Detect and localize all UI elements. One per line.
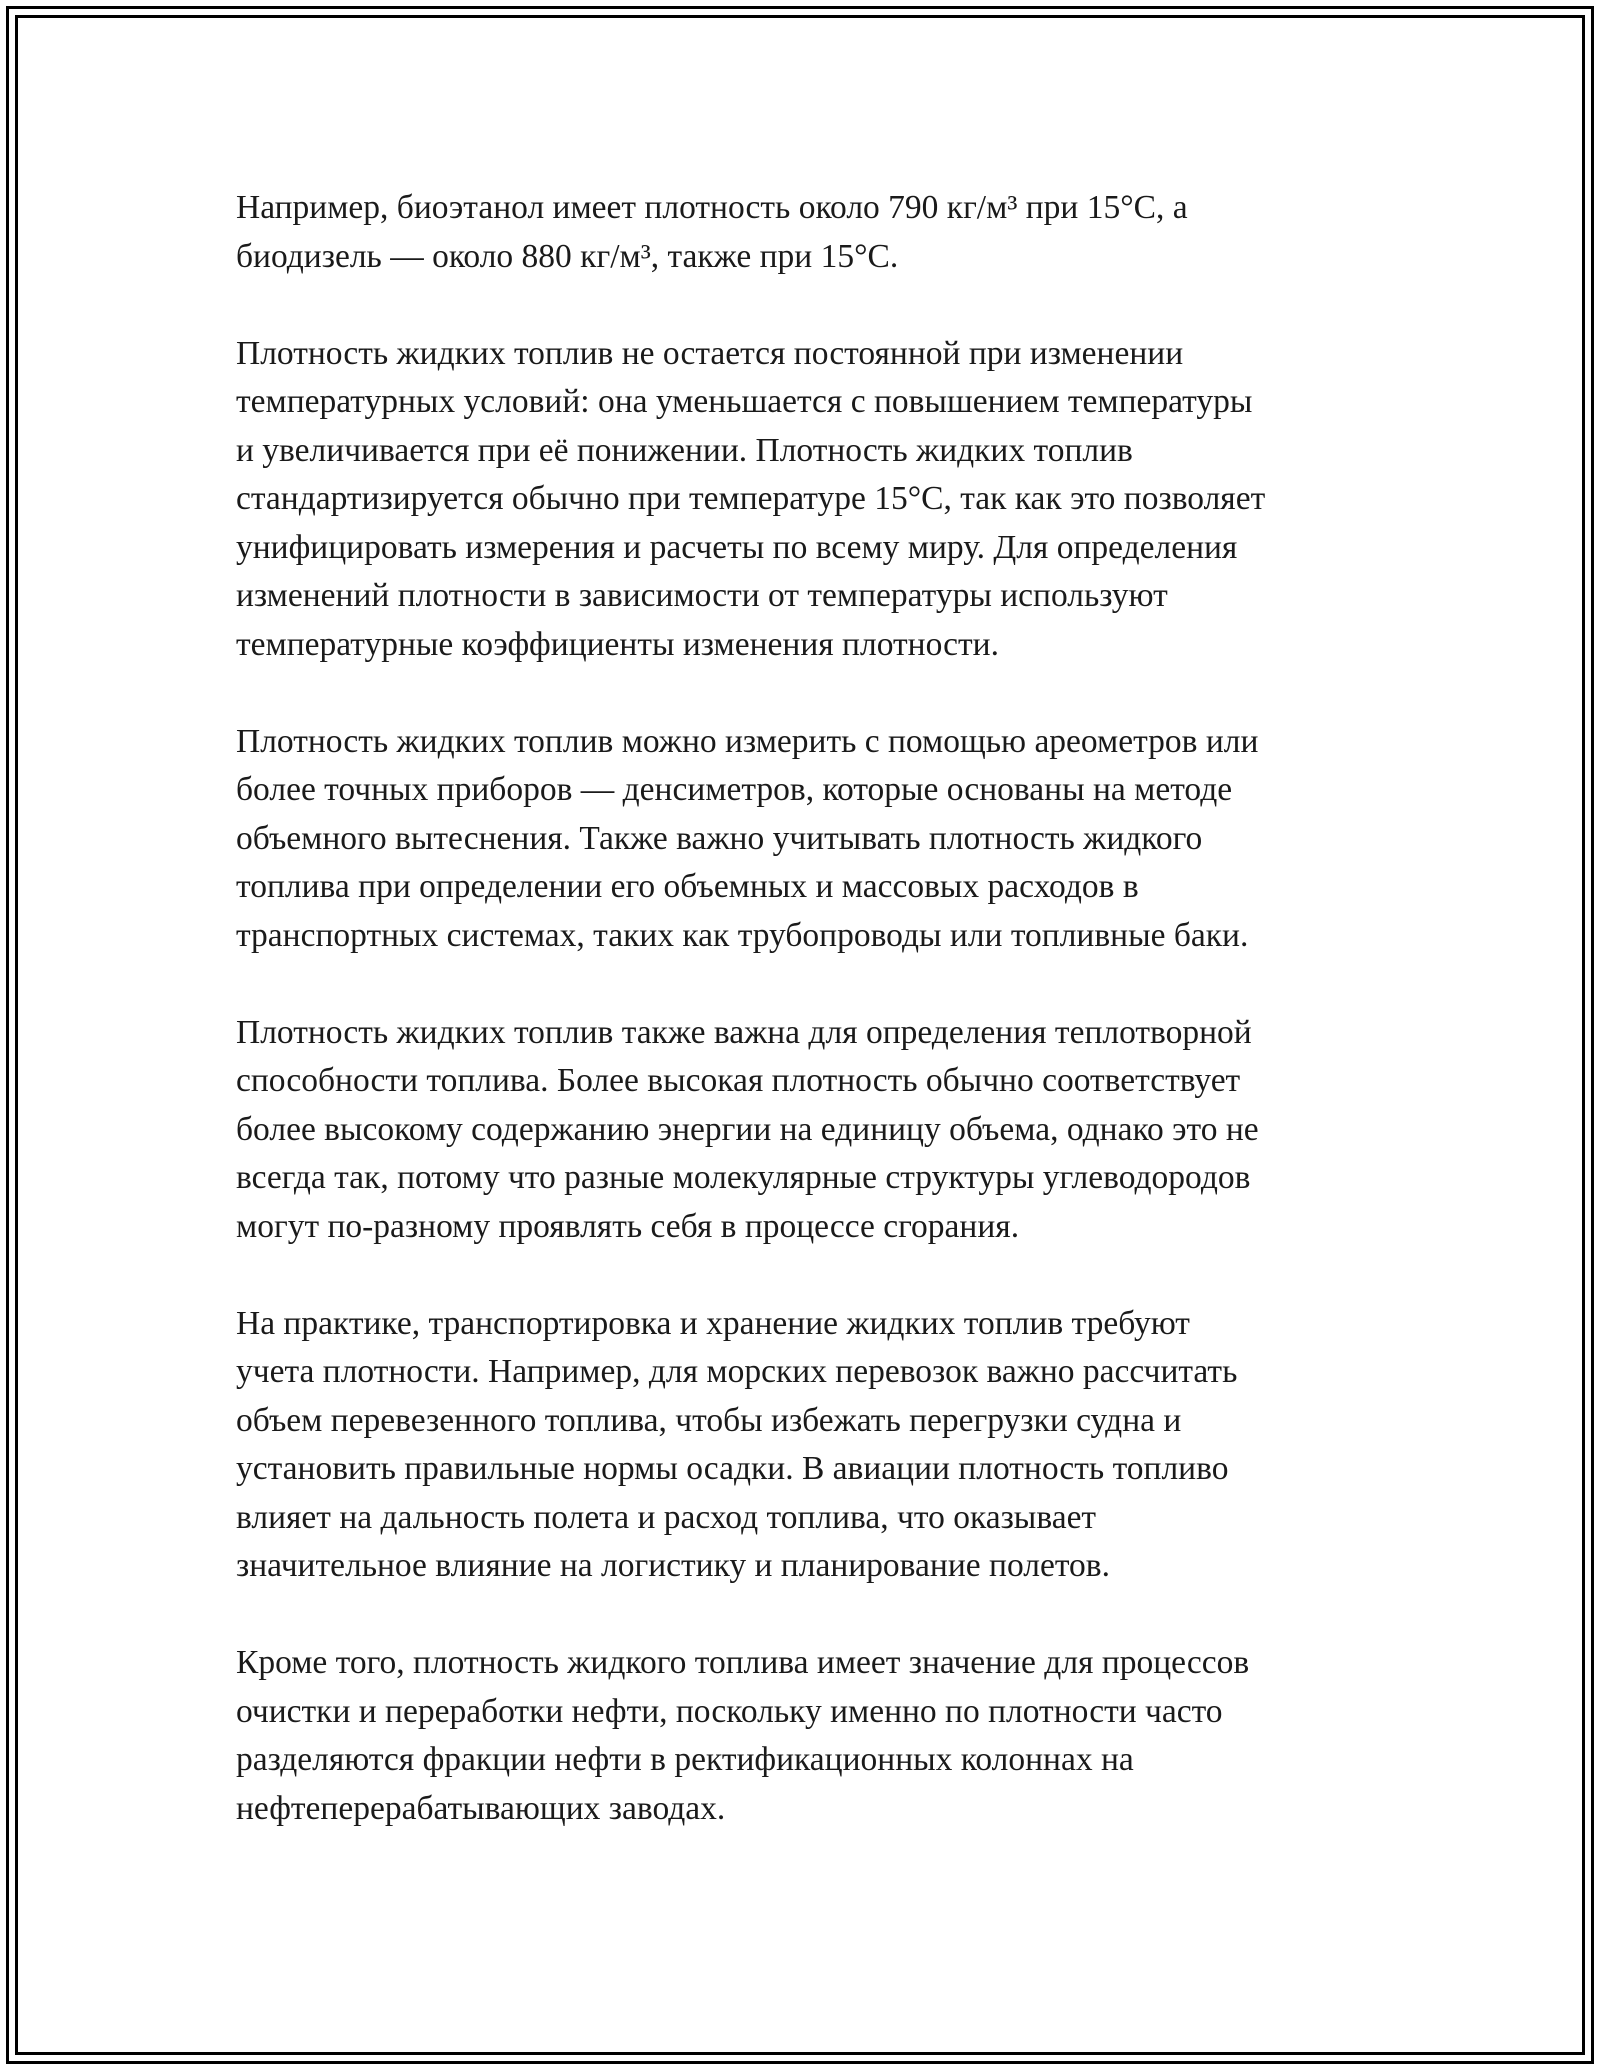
paragraph-line: разделяются фракции нефти в ректификационных колоннах на <box>236 1741 1134 1778</box>
paragraph-line: всегда так, потому что разные молекулярные структуры углеводородов <box>236 1159 1251 1196</box>
paragraph-line: способности топлива. Более высокая плотность обычно соответствует <box>236 1062 1241 1099</box>
paragraph-line: Плотность жидких топлив также важна для определения теплотворной <box>236 1013 1252 1051</box>
paragraph-oil-refining <box>236 1639 1376 1833</box>
paragraph-line: объем перевезенного топлива, чтобы избежать перегрузки судна и <box>236 1401 1182 1439</box>
paragraph-line: учета плотности. Например, для морских перевозок важно рассчитать <box>236 1353 1238 1390</box>
paragraph-line: объемного вытеснения. Также важно учитывать плотность жидкого <box>236 819 1203 857</box>
paragraph-measurement <box>236 718 1376 961</box>
paragraph-line: Плотность жидких топлив можно измерить с помощью ареометров или <box>236 722 1259 760</box>
paragraph-line: На практике, транспортировка и хранение жидких топлив требуют <box>236 1304 1190 1342</box>
paragraph-calorific-value <box>236 1009 1376 1252</box>
paragraph-line: унифицировать измерения и расчеты по всему миру. Для определения <box>236 528 1238 566</box>
paragraph-line: значительное влияние на логистику и планирование полетов. <box>236 1547 1110 1584</box>
paragraph-line: Например, биоэтанол имеет плотность около 790 кг/м³ при 15°C, а <box>236 189 1188 226</box>
paragraph-transport-storage <box>236 1300 1376 1591</box>
paragraph-line: транспортных системах, таких как трубопроводы или топливные баки. <box>236 916 1249 954</box>
paragraph-biofuel-density <box>236 184 1376 281</box>
paragraph-temperature-dependence <box>236 330 1376 670</box>
paragraph-line: очистки и переработки нефти, поскольку именно по плотности часто <box>236 1692 1223 1730</box>
paragraph-line: биодизель — около 880 кг/м³, также при 15°C. <box>236 237 899 275</box>
paragraph-line: температурные коэффициенты изменения плотности. <box>236 625 999 663</box>
paragraph-line: изменений плотности в зависимости от температуры используют <box>236 577 1168 614</box>
paragraph-line: нефтеперерабатывающих заводах. <box>236 1789 726 1827</box>
paragraph-line: могут по-разному проявлять себя в процессе сгорания. <box>236 1207 1020 1245</box>
document-body <box>236 184 1376 1882</box>
paragraph-line: более высокому содержанию энергии на единицу объема, однако это не <box>236 1110 1259 1148</box>
paragraph-line: топлива при определении его объемных и массовых расходов в <box>236 868 1139 905</box>
paragraph-line: температурных условий: она уменьшается с повышением температуры <box>236 383 1253 420</box>
paragraph-line: установить правильные нормы осадки. В авиации плотность топливо <box>236 1450 1229 1487</box>
paragraph-line: Кроме того, плотность жидкого топлива имеет значение для процессов <box>236 1644 1250 1681</box>
paragraph-line: и увеличивается при её понижении. Плотность жидких топлив <box>236 431 1133 469</box>
paragraph-line: влияет на дальность полета и расход топлива, что оказывает <box>236 1498 1097 1536</box>
paragraph-line: Плотность жидких топлив не остается постоянной при изменении <box>236 334 1184 372</box>
paragraph-line: более точных приборов — денсиметров, которые основаны на методе <box>236 771 1233 808</box>
paragraph-line: стандартизируется обычно при температуре 15°C, так как это позволяет <box>236 480 1266 517</box>
